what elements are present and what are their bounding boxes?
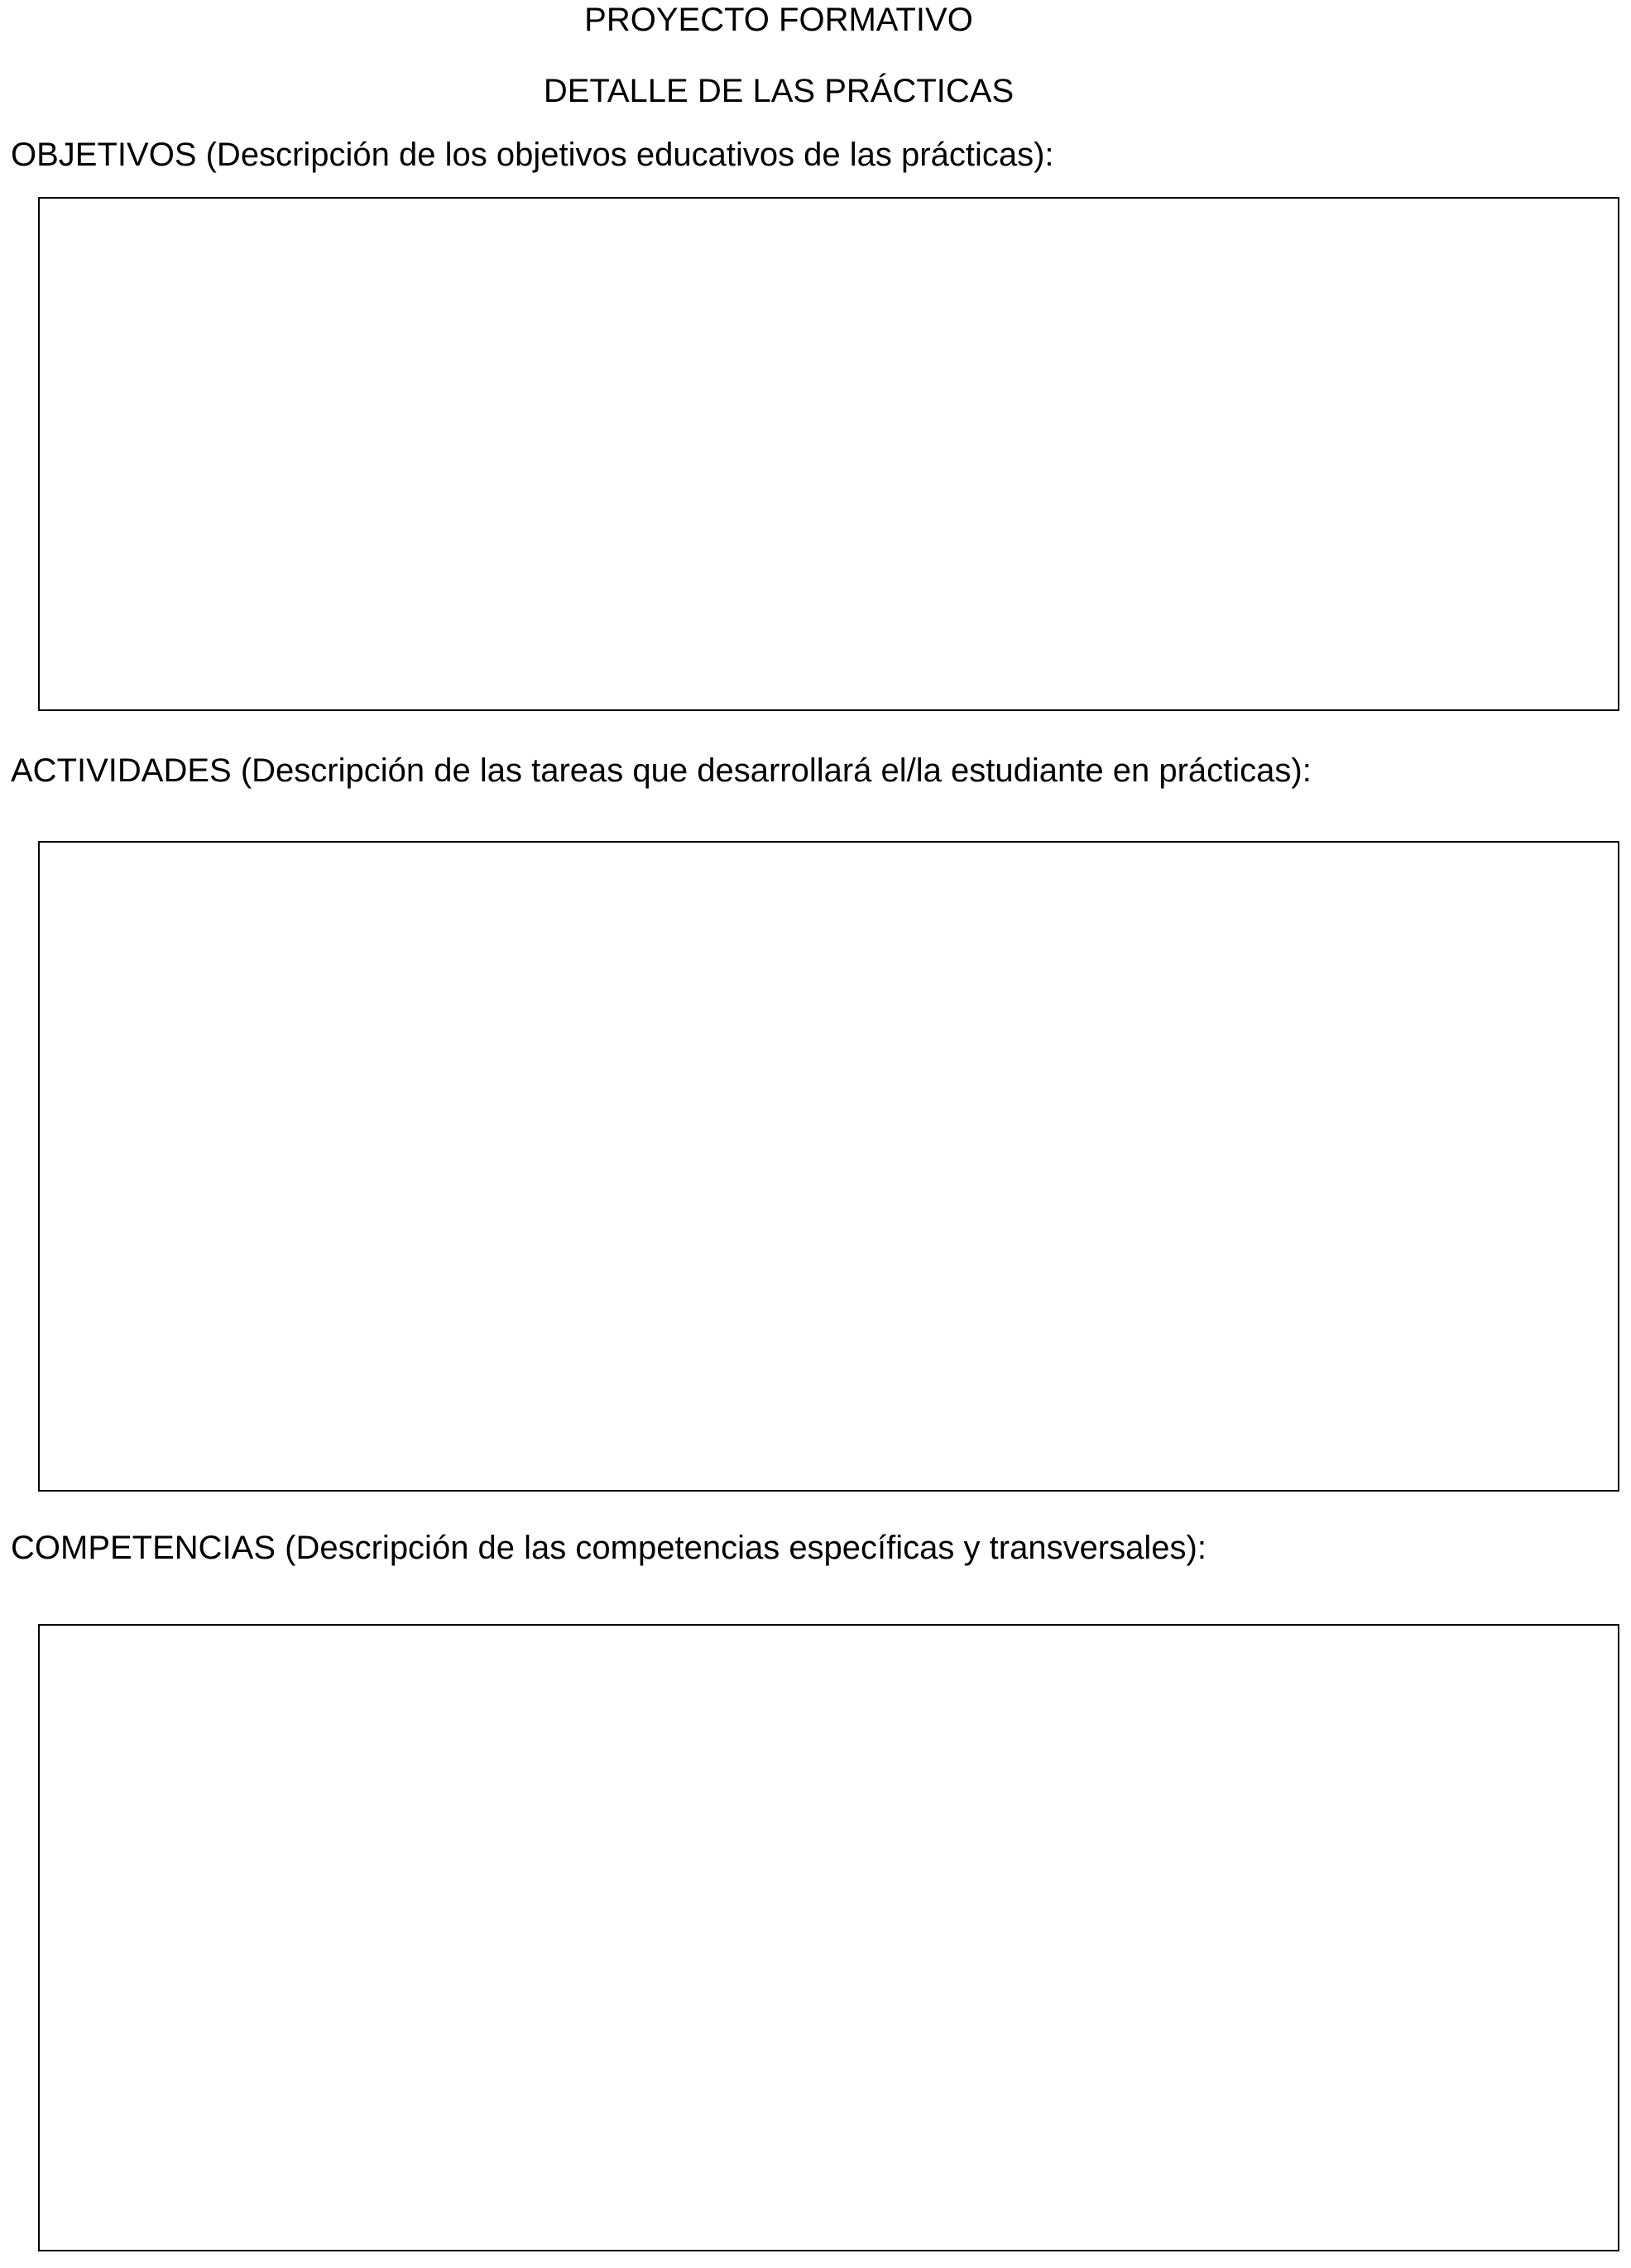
actividades-label: ACTIVIDADES (Descripción de las tareas que desarrollará el/la estudiante en prácticas): — [11, 752, 1312, 789]
document-title: PROYECTO FORMATIVO — [584, 2, 973, 38]
objetivos-label: OBJETIVOS (Descripción de los objetivos educativos de las prácticas): — [11, 137, 1054, 173]
actividades-field[interactable] — [38, 841, 1619, 1492]
document-subtitle: DETALLE DE LAS PRÁCTICAS — [543, 73, 1015, 109]
competencias-label: COMPETENCIAS (Descripción de las competencias específicas y transversales): — [11, 1530, 1206, 1566]
competencias-field[interactable] — [38, 1624, 1619, 2251]
objetivos-field[interactable] — [38, 197, 1619, 711]
